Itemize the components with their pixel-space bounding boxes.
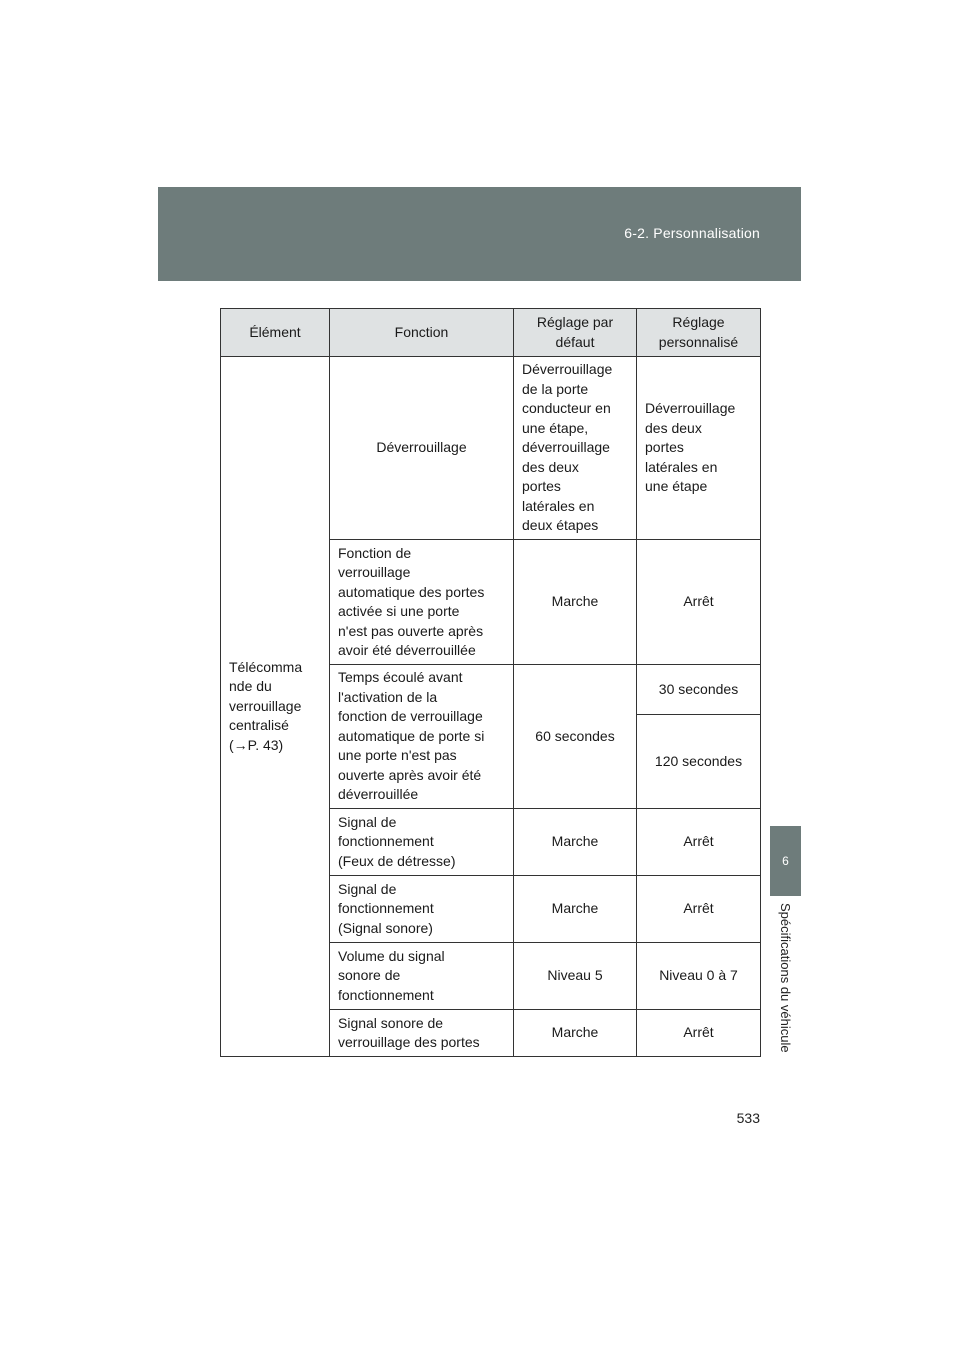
table-header-row bbox=[221, 309, 761, 357]
default-setting-cell: Marche bbox=[514, 540, 637, 665]
column-header-element: Élément bbox=[221, 309, 330, 357]
custom-setting-cell: Arrêt bbox=[637, 540, 761, 665]
table-row bbox=[221, 357, 761, 540]
chapter-number: 6 bbox=[782, 854, 789, 868]
default-setting-cell: Niveau 5 bbox=[514, 943, 637, 1010]
custom-setting-cell: 120 secondes bbox=[637, 715, 761, 809]
default-setting-cell: Marche bbox=[514, 1010, 637, 1057]
column-header-custom-setting: Réglage personnalisé bbox=[637, 309, 761, 357]
default-setting-cell: Déverrouillage de la porte conducteur en une étape, déverrouillage des deux portes latérales en deux étapes bbox=[514, 357, 637, 540]
default-setting-cell: 60 secondes bbox=[514, 665, 637, 809]
function-cell: Fonction de verrouillage automatique des portes activée si une porte n'est pas ouverte après avoir été déverrouillée bbox=[330, 540, 514, 665]
function-cell: Temps écoulé avant l'activation de la fonction de verrouillage automatique de porte si une porte n'est pas ouverte après avoir été déverrouillée bbox=[330, 665, 514, 809]
column-header-function: Fonction bbox=[330, 309, 514, 357]
page-number: 533 bbox=[736, 1110, 760, 1126]
custom-setting-cell: Niveau 0 à 7 bbox=[637, 943, 761, 1010]
function-cell: Déverrouillage bbox=[330, 357, 514, 540]
section-title: 6-2. Personnalisation bbox=[624, 225, 760, 241]
custom-setting-cell: Arrêt bbox=[637, 876, 761, 943]
custom-setting-cell: Arrêt bbox=[637, 809, 761, 876]
custom-setting-cell: Déverrouillage des deux portes latérales en une étape bbox=[637, 357, 761, 540]
custom-setting-cell: 30 secondes bbox=[637, 665, 761, 715]
default-setting-cell: Marche bbox=[514, 809, 637, 876]
chapter-side-label: Spécifications du véhicule bbox=[778, 903, 793, 1053]
section-header-band bbox=[158, 187, 801, 281]
element-cell: Télécomma nde du verrouillage centralisé (→P. 43) bbox=[221, 357, 330, 1057]
function-cell: Signal sonore de verrouillage des portes bbox=[330, 1010, 514, 1057]
default-setting-cell: Marche bbox=[514, 876, 637, 943]
function-cell: Signal de fonctionnement (Signal sonore) bbox=[330, 876, 514, 943]
custom-setting-cell: Arrêt bbox=[637, 1010, 761, 1057]
customization-table bbox=[220, 308, 761, 1057]
column-header-default-setting: Réglage par défaut bbox=[514, 309, 637, 357]
function-cell: Volume du signal sonore de fonctionnement bbox=[330, 943, 514, 1010]
function-cell: Signal de fonctionnement (Feux de détresse) bbox=[330, 809, 514, 876]
chapter-tab bbox=[770, 826, 801, 896]
